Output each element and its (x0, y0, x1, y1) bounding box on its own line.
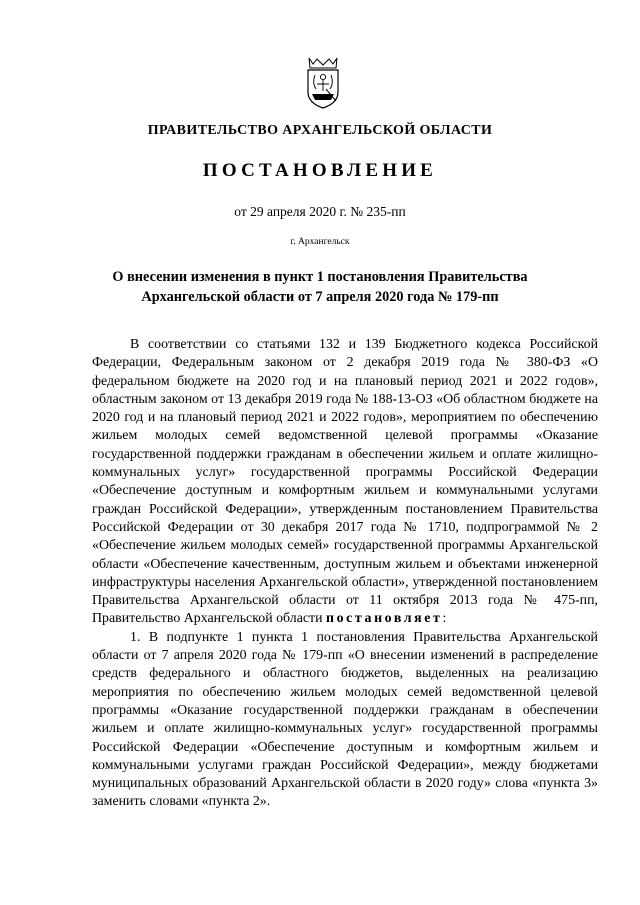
date-number: от 29 апреля 2020 г. № 235-пп (234, 204, 406, 219)
resolves-word: постановляет (326, 611, 443, 627)
preamble-text: В соответствии со статьями 132 и 139 Бюджетного кодекса Российской Федерации, Федеральным законом от 2 декабря 2019 года № 380-ФЗ «О федеральном бюджете на 2020 год и на плановый период 2021 и 2022 годов», областным законом от 13 декабря 2019 года № 188-13-ОЗ «Об областном бюджете на 2020 год и на плановый период 2021 и 2022 годов», мероприятием по обеспечению жильем молодых семей ведомственной целевой программы «Оказание государственной поддержки гражданам в обеспечении жильем и оплате жилищно-коммунальных услуг» государственной программы Российской Федерации «Обеспечение доступным и комфортным жильем и коммунальными услугами граждан Российской Федерации», утвержденным постановлением Правительства Российской Федерации от 30 декабря 2017 года № 1710, подпрограммой № 2 «Обеспечение жильем молодых семей» государственной программы Архангельской области «Обеспечение качественным, доступным жильем и объектами инженерной инфраструктуры населения Архангельской области», утвержденной постановлением Правительства Архангельской области от 11 октября 2013 года № 475-пп, Правительство Архангельской области (92, 337, 598, 627)
subject-line-1: О внесении изменения в пункт 1 постановления Правительства (112, 269, 528, 285)
document-body (92, 336, 598, 812)
document-type: ПОСТАНОВЛЕНИЕ (202, 160, 438, 181)
government-title: ПРАВИТЕЛЬСТВО АРХАНГЕЛЬСКОЙ ОБЛАСТИ (147, 123, 493, 138)
document-subject (100, 267, 540, 307)
item-1-paragraph: 1. В подпункте 1 пункта 1 постановления Правительства Архангельской области от 7 апреля 2020 года № 179-пп «О внесении изменений в распределение средств федерального и областного бюджетов, выделенных на реализацию мероприятия по обеспечению жильем молодых семей ведомственной целевой программы «Оказание государственной поддержки гражданам в обеспечении жильем и оплате жилищно-коммунальных услуг» государственной программы Российской Федерации «Обеспечение доступным и комфортным жильем и коммунальными услугами граждан Российской Федерации», между бюджетами муниципальных образований Архангельской области в 2020 году» слова «пункта 3» заменить словами «пункта 2». (92, 629, 598, 810)
preamble-paragraph (92, 336, 598, 629)
resolves-colon: : (442, 611, 447, 627)
coat-of-arms-icon (303, 56, 343, 110)
city: г. Архангельск (290, 237, 350, 247)
subject-line-2: Архангельской области от 7 апреля 2020 года № 179-пп (141, 289, 499, 305)
